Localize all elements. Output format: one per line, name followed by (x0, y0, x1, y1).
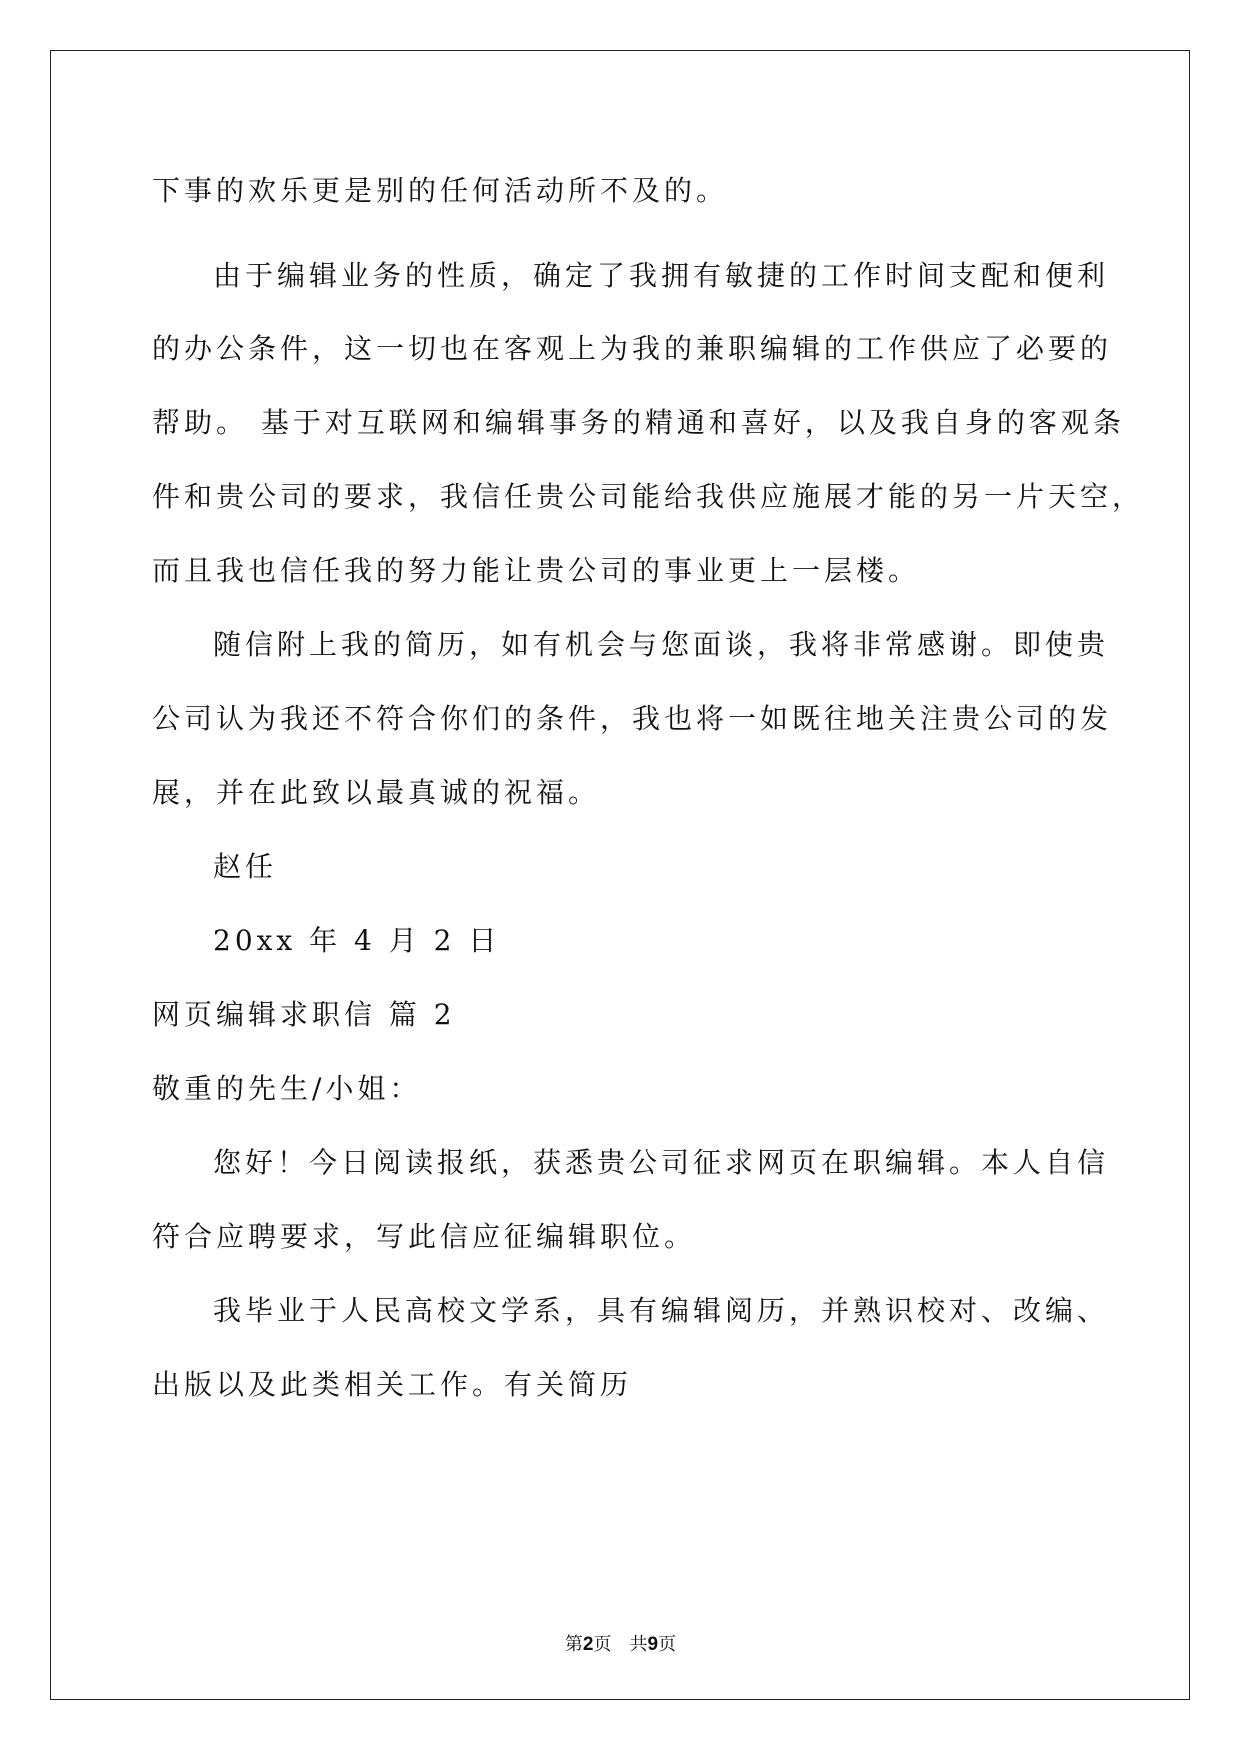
paragraph-line: 展，并在此致以最真诚的祝福。 (152, 776, 601, 809)
paragraph-line: 您好！今日阅读报纸，获悉贵公司征求网页在职编辑。本人自信 (213, 1146, 1110, 1179)
paragraph-line: 出版以及此类相关工作。有关简历 (152, 1368, 633, 1401)
paragraph-line: 公司认为我还不符合你们的条件，我也将一如既往地关注贵公司的发 (152, 702, 1113, 735)
signature-name: 赵任 (213, 850, 278, 883)
signature-date: 20xx 年 4 月 2 日 (213, 924, 501, 957)
salutation: 敬重的先生/小姐： (152, 1072, 422, 1105)
footer-total-unit: 页 (658, 1634, 677, 1655)
paragraph-line: 下事的欢乐更是别的任何活动所不及的。 (152, 174, 729, 207)
paragraph-line: 符合应聘要求，写此信应征编辑职位。 (152, 1220, 697, 1253)
paragraph-line: 的办公条件，这一切也在客观上为我的兼职编辑的工作供应了必要的 (152, 332, 1113, 365)
section-heading: 网页编辑求职信 篇 2 (152, 998, 456, 1031)
paragraph-line: 随信附上我的简历，如有机会与您面谈，我将非常感谢。即使贵 (213, 628, 1110, 661)
page-footer (0, 1633, 1241, 1657)
paragraph-line: 而且我也信任我的努力能让贵公司的事业更上一层楼。 (152, 554, 921, 587)
current-page-number: 2 (582, 1634, 594, 1655)
paragraph-line: 件和贵公司的要求，我信任贵公司能给我供应施展才能的另一片天空， (152, 480, 1145, 513)
paragraph-line: 帮助。 基于对互联网和编辑事务的精通和喜好，以及我自身的客观条 (152, 406, 1125, 439)
footer-prefix: 第 (564, 1634, 583, 1655)
footer-total-prefix: 共 (629, 1634, 648, 1655)
footer-page-unit: 页 (593, 1634, 612, 1655)
total-pages-number: 9 (647, 1634, 659, 1655)
paragraph-line: 我毕业于人民高校文学系，具有编辑阅历，并熟识校对、改编、 (213, 1294, 1110, 1327)
paragraph-line: 由于编辑业务的性质，确定了我拥有敏捷的工作时间支配和便利 (213, 259, 1110, 292)
